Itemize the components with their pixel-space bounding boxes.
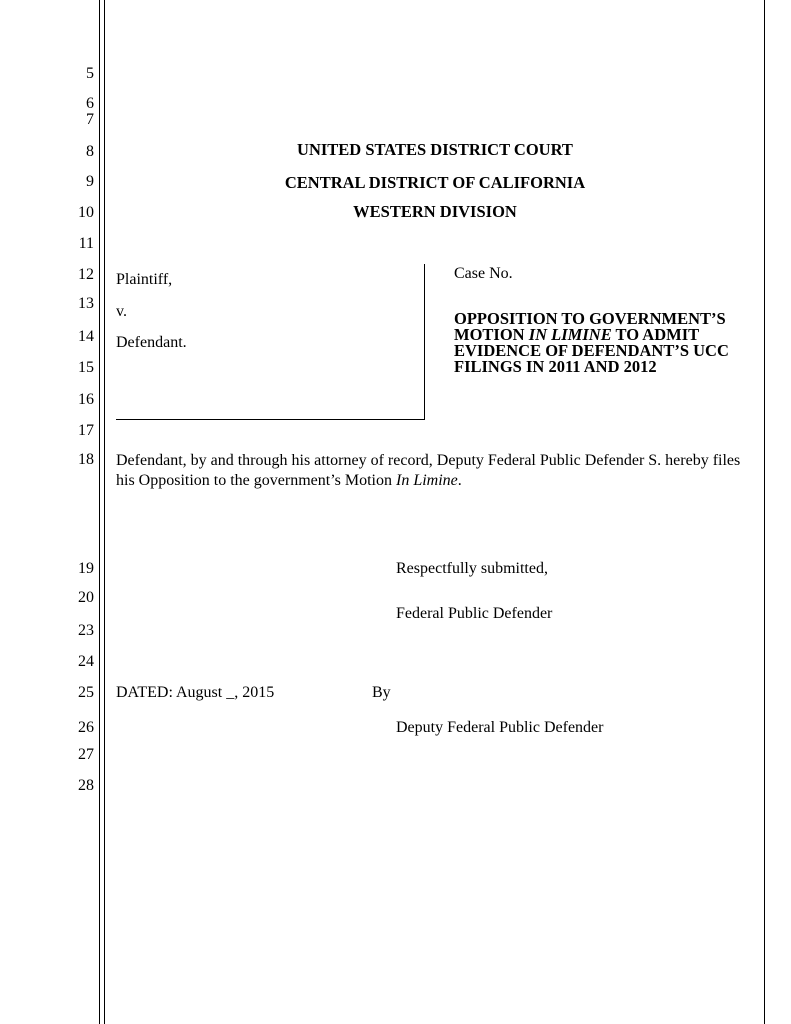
line-number: 28 [78, 777, 94, 794]
line-number: 24 [78, 653, 94, 670]
line-number: 11 [78, 235, 94, 252]
line-number: 13 [78, 295, 94, 312]
line-number: 16 [78, 391, 94, 408]
court-division: WESTERN DIVISION [353, 202, 517, 221]
line-number: 23 [78, 622, 94, 639]
caption-defendant: Defendant. [116, 334, 187, 351]
document-title-line-2: MOTION IN LIMINE TO ADMIT [454, 325, 700, 344]
line-number: 27 [78, 746, 94, 763]
line-number: 12 [78, 266, 94, 283]
in-limine-italic: IN LIMINE [528, 325, 612, 344]
line-number: 25 [78, 684, 94, 701]
right-margin-rule [764, 0, 765, 1024]
line-number: 6 [86, 95, 94, 112]
line-number: 10 [78, 204, 94, 221]
line-number: 5 [86, 65, 94, 82]
line-number: 18 [78, 451, 94, 468]
court-name: UNITED STATES DISTRICT COURT [297, 140, 573, 159]
line-number: 8 [86, 143, 94, 160]
line-number: 17 [78, 422, 94, 439]
signer-title: Deputy Federal Public Defender [396, 719, 604, 736]
line-number: 15 [78, 359, 94, 376]
caption-vertical-line [424, 264, 425, 420]
dated-line: DATED: August _, 2015 [116, 684, 275, 701]
line-number: 19 [78, 560, 94, 577]
signature-office: Federal Public Defender [396, 605, 553, 622]
signature-by: By [372, 684, 391, 701]
caption-plaintiff: Plaintiff, [116, 271, 173, 288]
body-paragraph: Defendant, by and through his attorney of record, Deputy Federal Public Defender S. hereby files his Opposition to the government’s Motion In Limine. [116, 452, 741, 489]
line-number: 26 [78, 719, 94, 736]
line-number: 9 [86, 173, 94, 190]
document-title [454, 311, 764, 375]
left-margin-rule-inner [104, 0, 105, 1024]
signature-closing: Respectfully submitted, [396, 560, 548, 577]
line-number: 20 [78, 589, 94, 606]
caption-bottom-line [116, 419, 425, 420]
left-margin-rule-outer [99, 0, 100, 1024]
court-district: CENTRAL DISTRICT OF CALIFORNIA [284, 173, 586, 192]
document-title-line-3: EVIDENCE OF DEFENDANT’S UCC [454, 341, 729, 360]
document-title-line-4: FILINGS IN 2011 AND 2012 [454, 357, 657, 376]
line-number: 14 [78, 328, 94, 345]
case-number-label: Case No. [454, 265, 513, 282]
caption-versus: v. [116, 303, 127, 320]
body-in-limine-italic: In Limine [396, 472, 458, 489]
document-title-line-1: OPPOSITION TO GOVERNMENT’S [454, 309, 726, 328]
line-number: 7 [86, 111, 94, 128]
